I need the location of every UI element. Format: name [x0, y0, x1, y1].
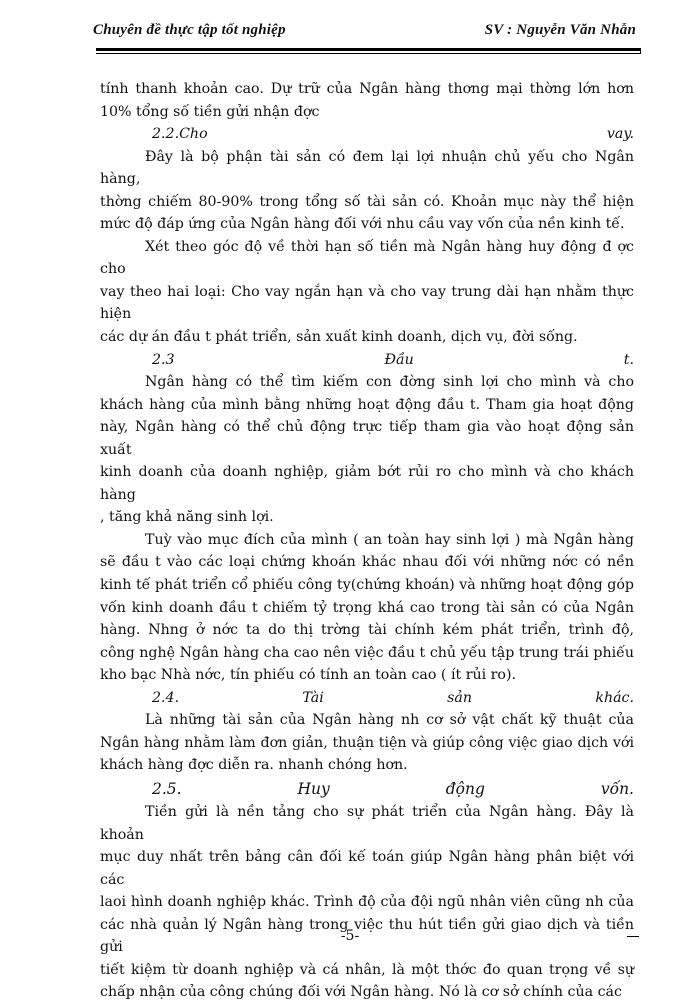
header-rule-thin [96, 53, 641, 54]
paragraph-line: 10% tổng số tiền gửi nhận đợc [100, 103, 320, 120]
paragraph-line: vốn kinh doanh đầu t chiếm tỷ trọng khá cao trong tài sản có của Ngân [100, 599, 634, 616]
paragraph-line: tiết kiệm từ doanh nghiệp và cá nhân, là một thớc đo quan trọng về sự [100, 961, 634, 978]
page-number: -5- [340, 928, 360, 944]
header-author: SV : Nguyễn Văn Nhẫn [484, 22, 636, 38]
paragraph-line: Đây là bộ phận tài sản có đem lại lợi nhuận chủ yếu cho Ngân hàng, [100, 148, 634, 188]
paragraph-line: , tăng khả năng sinh lợi. [100, 509, 274, 526]
paragraph-line: vay theo hai loại: Cho vay ngắn hạn và cho vay trung dài hạn nhằm thực hiện [100, 283, 634, 323]
paragraph-line: kinh tế phát triển cổ phiếu công ty(chứng khoán) và những hoạt động góp [100, 577, 634, 594]
paragraph-line: mục duy nhất trên bảng cân đối kế toán giúp Ngân hàng phân biệt với các [100, 849, 634, 888]
section-heading: 2.2.Cho vay. [152, 126, 634, 143]
paragraph-line: sẽ đầu t vào các loại chứng khoán khác nhau đối với những nớc có nền [100, 554, 634, 571]
paragraph-line: các dự án đầu t phát triển, sản xuất kinh doanh, dịch vụ, đời sống. [100, 329, 578, 346]
section-heading: 2.4. Tài sản khác. [152, 689, 634, 706]
paragraph-line: tính thanh khoản cao. Dự trữ của Ngân hàng thơng mại thờng lớn hơn [100, 81, 634, 97]
paragraph-line: laoi hình doanh nghiệp khác. Trình độ của đội ngũ nhân viên cũng nh của [100, 894, 634, 911]
header-rule-end [640, 48, 641, 54]
paragraph-line: các nhà quản lý Ngân hàng trong việc thu hút tiền gửi giao dịch và tiền gửi [100, 916, 634, 956]
paragraph-line: Tiền gửi là nền tảng cho sự phát triển của Ngân hàng. Đây là khoản [100, 803, 634, 843]
paragraph-line: khách hàng đợc diễn ra. nhanh chóng hơn. [100, 757, 408, 774]
header-document-title: Chuyên đề thực tập tốt nghiệp [93, 22, 286, 38]
paragraph-line: chấp nhận của công chúng đối với Ngân hàng. Nó là cơ sở chính của các [100, 984, 622, 1001]
header-rule-thick [96, 48, 641, 51]
paragraph-line: thờng chiếm 80-90% trong tổng số tài sản có. Khoản mục này thể hiện [100, 193, 634, 210]
paragraph-line: Là những tài sản của Ngân hàng nh cơ sở vật chất kỹ thuật của [145, 712, 634, 729]
paragraph-line: mức độ đáp ứng của Ngân hàng đối với nhu cầu vay vốn của nền kinh tế. [100, 216, 625, 233]
paragraph-line: công nghệ Ngân hàng cha cao nên việc đầu t chủ yếu tập trung trái phiếu [100, 644, 634, 661]
paragraph-line: kho bạc Nhà nớc, tín phiếu có tính an toàn cao ( ít rủi ro). [100, 667, 517, 684]
paragraph-line: Xét theo góc độ về thời hạn số tiền mà Ngân hàng huy động đ ợc cho [100, 238, 634, 278]
page-header [93, 18, 640, 46]
paragraph-line: này, Ngân hàng có thể chủ động trực tiếp tham gia vào hoạt động sản xuất [100, 419, 634, 458]
paragraph-line: hàng. Nhng ở nớc ta do thị trờng tài chính kém phát triển, trình độ, [100, 622, 634, 639]
paragraph-line: Tuỳ vào mục đích của mình ( an toàn hay sinh lợi ) mà Ngân hàng [145, 531, 634, 548]
footer-mark [627, 936, 639, 937]
paragraph-line: khách hàng của mình bằng những hoạt động đầu t. Tham gia hoạt động [100, 396, 634, 413]
paragraph-line: Ngân hàng nhằm làm đơn giản, thuận tiện và giúp công việc giao dịch với [100, 734, 634, 751]
document-body [100, 78, 634, 1004]
section-heading: 2.5. Huy động vốn. [152, 779, 634, 798]
section-heading: 2.3 Đầu t. [152, 351, 634, 368]
paragraph-line: Ngân hàng có thể tìm kiếm con đờng sinh lợi cho mình và cho [145, 374, 634, 391]
paragraph-line: kinh doanh của doanh nghiệp, giảm bớt rủi ro cho mình và cho khách hàng [100, 464, 634, 503]
